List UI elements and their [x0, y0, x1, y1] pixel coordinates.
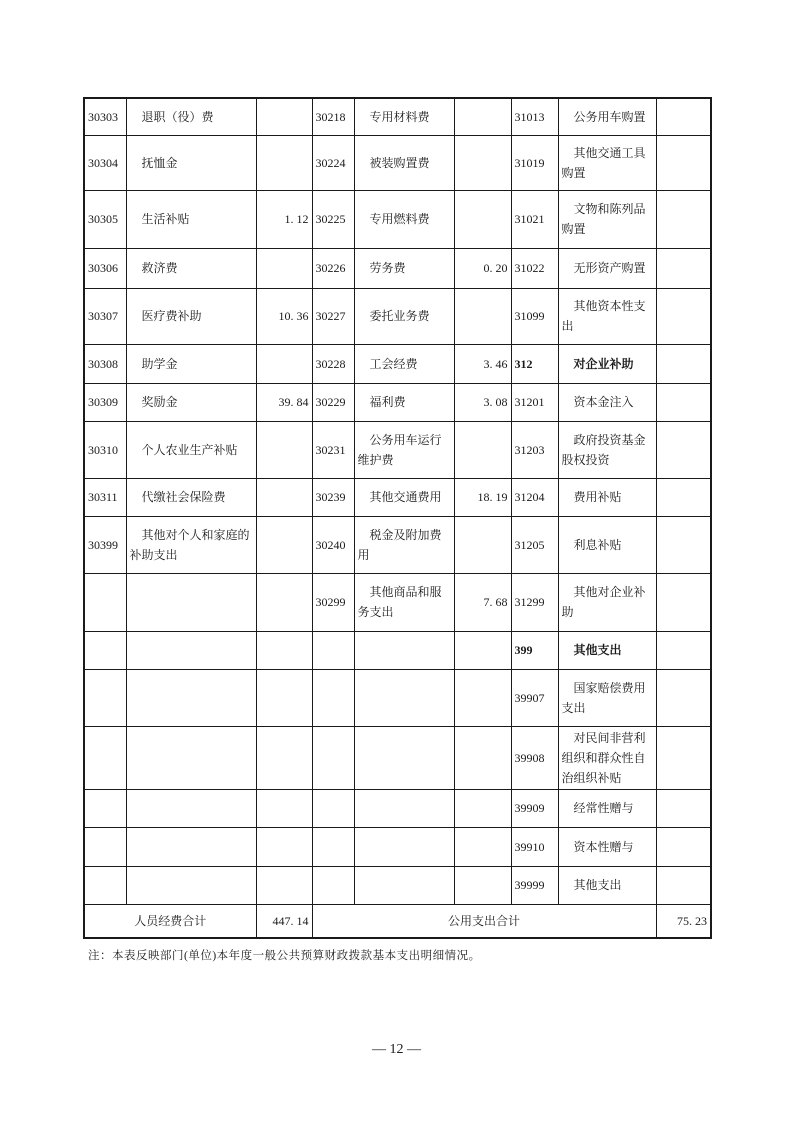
- table-row: [84, 190, 711, 248]
- name-cell: 被装购置费: [354, 135, 454, 190]
- name-cell: 费用补贴: [558, 478, 656, 516]
- name-cell: 生活补贴: [126, 190, 256, 248]
- value-cell: [656, 478, 711, 516]
- code-cell: 31099: [511, 288, 558, 344]
- name-cell: [126, 573, 256, 631]
- table-row: [84, 669, 711, 726]
- value-cell: [256, 248, 312, 288]
- table-row: [84, 478, 711, 516]
- table-row: [84, 248, 711, 288]
- code-cell: 30228: [312, 344, 354, 383]
- code-cell: 30304: [84, 135, 126, 190]
- table-row: [84, 288, 711, 344]
- name-cell: 医疗费补助: [126, 288, 256, 344]
- value-cell: [256, 789, 312, 827]
- code-cell: 39910: [511, 827, 558, 866]
- value-cell: [656, 421, 711, 478]
- value-cell: 39. 84: [256, 383, 312, 421]
- value-cell: [656, 669, 711, 726]
- value-cell: [454, 516, 511, 573]
- value-cell: [454, 421, 511, 478]
- name-cell: 救济费: [126, 248, 256, 288]
- code-cell: [312, 827, 354, 866]
- code-cell: [312, 866, 354, 904]
- code-cell: 31203: [511, 421, 558, 478]
- code-cell: 31205: [511, 516, 558, 573]
- name-cell: 其他支出: [558, 866, 656, 904]
- value-cell: [454, 288, 511, 344]
- table-row: [84, 421, 711, 478]
- name-cell: 资本金注入: [558, 383, 656, 421]
- table-row: [84, 98, 711, 135]
- value-cell: [256, 478, 312, 516]
- name-cell: [126, 726, 256, 789]
- code-cell: 31019: [511, 135, 558, 190]
- code-cell: [84, 669, 126, 726]
- name-cell: 助学金: [126, 344, 256, 383]
- code-cell: 30303: [84, 98, 126, 135]
- value-cell: 3. 08: [454, 383, 511, 421]
- code-cell: 31299: [511, 573, 558, 631]
- code-cell: 30239: [312, 478, 354, 516]
- name-cell: 奖励金: [126, 383, 256, 421]
- code-cell: [84, 827, 126, 866]
- value-cell: 18. 19: [454, 478, 511, 516]
- value-cell: [656, 726, 711, 789]
- personnel-total-label: 人员经费合计: [84, 904, 256, 938]
- code-cell: 30305: [84, 190, 126, 248]
- code-cell: 39907: [511, 669, 558, 726]
- name-cell: 公务用车运行维护费: [354, 421, 454, 478]
- value-cell: 10. 36: [256, 288, 312, 344]
- code-cell: 30307: [84, 288, 126, 344]
- name-cell: 其他对个人和家庭的补助支出: [126, 516, 256, 573]
- value-cell: [656, 789, 711, 827]
- value-cell: [256, 98, 312, 135]
- code-cell: 30226: [312, 248, 354, 288]
- code-cell: [84, 726, 126, 789]
- code-cell: 312: [511, 344, 558, 383]
- value-cell: [656, 344, 711, 383]
- name-cell: 税金及附加费用: [354, 516, 454, 573]
- table-row: [84, 866, 711, 904]
- table-row: [84, 726, 711, 789]
- public-total-label: 公用支出合计: [312, 904, 656, 938]
- value-cell: [454, 98, 511, 135]
- code-cell: 399: [511, 631, 558, 669]
- name-cell: 其他支出: [558, 631, 656, 669]
- table-row: [84, 827, 711, 866]
- code-cell: 30310: [84, 421, 126, 478]
- value-cell: [454, 866, 511, 904]
- value-cell: [256, 135, 312, 190]
- value-cell: 3. 46: [454, 344, 511, 383]
- table-row: [84, 573, 711, 631]
- value-cell: [656, 98, 711, 135]
- value-cell: [656, 516, 711, 573]
- value-cell: [454, 726, 511, 789]
- value-cell: [656, 866, 711, 904]
- code-cell: 30227: [312, 288, 354, 344]
- table-row: [84, 516, 711, 573]
- name-cell: 其他交通工具购置: [558, 135, 656, 190]
- name-cell: 其他对企业补助: [558, 573, 656, 631]
- name-cell: 其他商品和服务支出: [354, 573, 454, 631]
- name-cell: 劳务费: [354, 248, 454, 288]
- value-cell: [454, 631, 511, 669]
- value-cell: [656, 827, 711, 866]
- code-cell: 31204: [511, 478, 558, 516]
- name-cell: 委托业务费: [354, 288, 454, 344]
- value-cell: [656, 248, 711, 288]
- value-cell: [256, 344, 312, 383]
- name-cell: 专用材料费: [354, 98, 454, 135]
- code-cell: 30299: [312, 573, 354, 631]
- code-cell: 30311: [84, 478, 126, 516]
- code-cell: [312, 789, 354, 827]
- value-cell: 0. 20: [454, 248, 511, 288]
- name-cell: 其他交通费用: [354, 478, 454, 516]
- code-cell: 30240: [312, 516, 354, 573]
- summary-row: [84, 904, 711, 938]
- value-cell: [256, 516, 312, 573]
- value-cell: 7. 68: [454, 573, 511, 631]
- code-cell: 30308: [84, 344, 126, 383]
- code-cell: 30306: [84, 248, 126, 288]
- name-cell: [126, 669, 256, 726]
- table-row: [84, 135, 711, 190]
- value-cell: [256, 827, 312, 866]
- name-cell: 利息补贴: [558, 516, 656, 573]
- value-cell: [656, 190, 711, 248]
- code-cell: 30224: [312, 135, 354, 190]
- code-cell: 30231: [312, 421, 354, 478]
- name-cell: 代缴社会保险费: [126, 478, 256, 516]
- table-row: [84, 344, 711, 383]
- name-cell: 退职（役）费: [126, 98, 256, 135]
- value-cell: 1. 12: [256, 190, 312, 248]
- page-number: — 12 —: [372, 1042, 421, 1057]
- name-cell: 对企业补助: [558, 344, 656, 383]
- code-cell: 31022: [511, 248, 558, 288]
- name-cell: 公务用车购置: [558, 98, 656, 135]
- name-cell: 无形资产购置: [558, 248, 656, 288]
- value-cell: [256, 866, 312, 904]
- code-cell: [84, 631, 126, 669]
- code-cell: 31201: [511, 383, 558, 421]
- table-row: [84, 631, 711, 669]
- name-cell: [126, 866, 256, 904]
- code-cell: 30225: [312, 190, 354, 248]
- value-cell: [454, 190, 511, 248]
- table-row: [84, 789, 711, 827]
- name-cell: 资本性赠与: [558, 827, 656, 866]
- value-cell: [454, 789, 511, 827]
- budget-detail-table: [83, 97, 712, 939]
- name-cell: [354, 866, 454, 904]
- code-cell: [312, 631, 354, 669]
- name-cell: 经常性赠与: [558, 789, 656, 827]
- value-cell: [656, 288, 711, 344]
- code-cell: 39909: [511, 789, 558, 827]
- name-cell: 文物和陈列品购置: [558, 190, 656, 248]
- code-cell: 30218: [312, 98, 354, 135]
- code-cell: 31021: [511, 190, 558, 248]
- code-cell: 30229: [312, 383, 354, 421]
- value-cell: [656, 573, 711, 631]
- value-cell: [656, 631, 711, 669]
- name-cell: [354, 789, 454, 827]
- name-cell: [126, 827, 256, 866]
- code-cell: [84, 789, 126, 827]
- value-cell: [454, 135, 511, 190]
- name-cell: [354, 669, 454, 726]
- code-cell: 39999: [511, 866, 558, 904]
- personnel-total-value: 447. 14: [256, 904, 312, 938]
- name-cell: 对民间非营利组织和群众性自治组织补贴: [558, 726, 656, 789]
- name-cell: 其他资本性支出: [558, 288, 656, 344]
- name-cell: 工会经费: [354, 344, 454, 383]
- name-cell: [126, 789, 256, 827]
- code-cell: 31013: [511, 98, 558, 135]
- name-cell: 抚恤金: [126, 135, 256, 190]
- code-cell: 39908: [511, 726, 558, 789]
- name-cell: [354, 827, 454, 866]
- code-cell: [312, 726, 354, 789]
- public-total-value: 75. 23: [656, 904, 711, 938]
- code-cell: 30399: [84, 516, 126, 573]
- name-cell: [354, 726, 454, 789]
- table-row: [84, 383, 711, 421]
- table-footnote: 注：本表反映部门(单位)本年度一般公共预算财政拨款基本支出明细情况。: [88, 950, 481, 962]
- table-body: [84, 98, 711, 938]
- value-cell: [256, 573, 312, 631]
- name-cell: 国家赔偿费用支出: [558, 669, 656, 726]
- name-cell: [126, 631, 256, 669]
- value-cell: [454, 827, 511, 866]
- name-cell: 福利费: [354, 383, 454, 421]
- name-cell: 政府投资基金股权投资: [558, 421, 656, 478]
- name-cell: 专用燃料费: [354, 190, 454, 248]
- value-cell: [454, 669, 511, 726]
- value-cell: [656, 135, 711, 190]
- value-cell: [256, 421, 312, 478]
- name-cell: 个人农业生产补贴: [126, 421, 256, 478]
- code-cell: [84, 866, 126, 904]
- value-cell: [256, 726, 312, 789]
- value-cell: [256, 669, 312, 726]
- value-cell: [256, 631, 312, 669]
- code-cell: [84, 573, 126, 631]
- value-cell: [656, 383, 711, 421]
- name-cell: [354, 631, 454, 669]
- code-cell: [312, 669, 354, 726]
- code-cell: 30309: [84, 383, 126, 421]
